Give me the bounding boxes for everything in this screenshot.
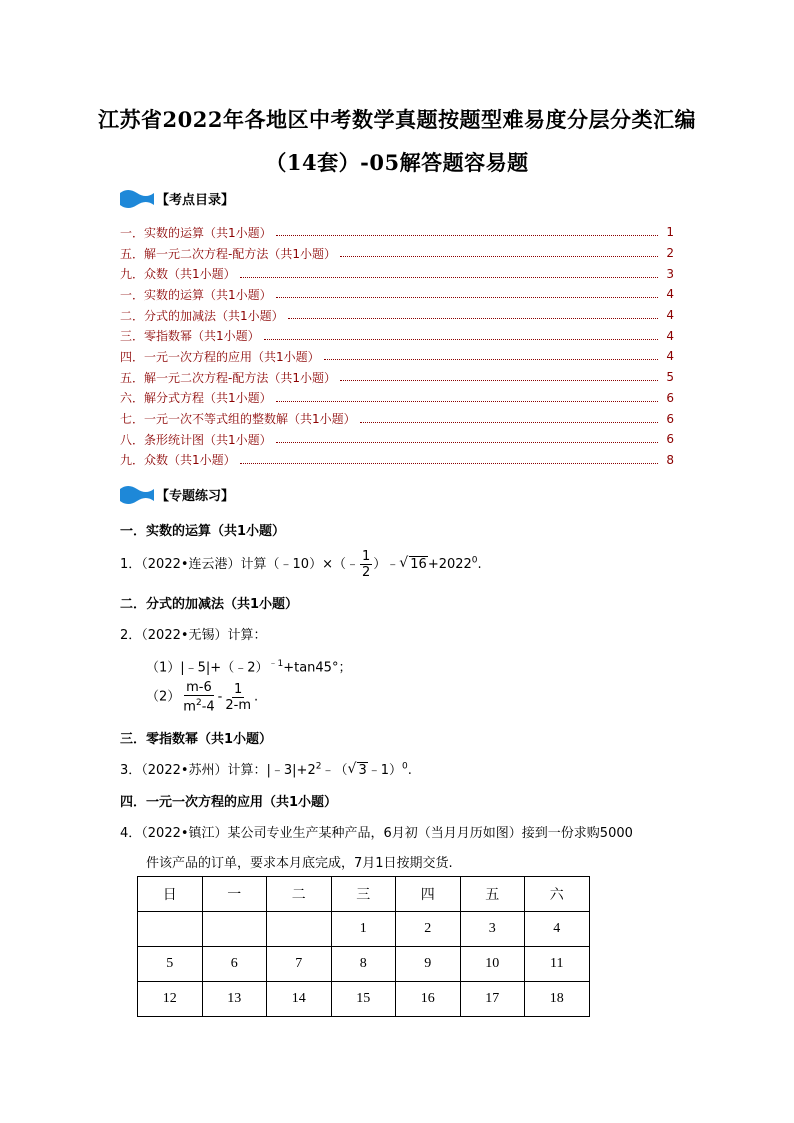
toc-item-label: 五．解一元二次方程-配方法（共1小题） — [120, 370, 336, 385]
calendar-weekday: 日 — [138, 877, 203, 912]
toc-item-label: 六．解分式方程（共1小题） — [120, 391, 272, 406]
toc-leader — [276, 296, 658, 298]
toc-item[interactable] — [120, 367, 674, 388]
calendar-weekday: 二 — [267, 877, 332, 912]
toc-item-label: 九．众数（共1小题） — [120, 267, 236, 282]
toc-page-number: 6 — [666, 411, 674, 426]
toc-page-number: 6 — [666, 432, 674, 447]
toc-item[interactable] — [120, 429, 674, 450]
q2-fraction-1: $\frac{m-6}{m^2-4}$ — [183, 680, 215, 715]
toc-page-number: 3 — [666, 266, 674, 281]
toc-item-label: 一．实数的运算（共1小题） — [120, 287, 272, 302]
calendar-day: 5 — [138, 947, 203, 982]
toc-leader — [288, 317, 658, 319]
toc-item-label: 九．众数（共1小题） — [120, 453, 236, 468]
q2-fraction-2: $\frac{1}{2-m}$ — [225, 681, 251, 713]
section-heading-4: 四．一元一次方程的应用（共1小题） — [120, 795, 338, 810]
toc-item[interactable] — [120, 243, 674, 264]
doc-title-line1: 江苏省2022年各地区中考数学真题按题型难易度分层分类汇编 — [98, 107, 696, 132]
calendar-day: 14 — [267, 982, 332, 1017]
toc-leader — [324, 358, 658, 360]
flag-icon — [120, 483, 154, 505]
calendar-weekday: 三 — [331, 877, 396, 912]
toc-item-label: 五．解一元二次方程-配方法（共1小题） — [120, 246, 336, 261]
toc-leader — [264, 338, 658, 340]
calendar-weekday: 六 — [525, 877, 590, 912]
toc-page-number: 4 — [666, 349, 674, 364]
section-heading-2: 二．分式的加减法（共1小题） — [120, 597, 299, 612]
toc-item[interactable] — [120, 325, 674, 346]
toc-leader — [340, 255, 658, 257]
section-heading-3: 三．零指数幂（共1小题） — [120, 732, 273, 747]
calendar-row — [138, 912, 590, 947]
toc-leader — [276, 234, 658, 236]
question-2-part1: （1）|﹣5|+（﹣2）$^{﹣1}$+tan45°； — [146, 659, 352, 676]
toc-item-label: 七．一元一次不等式组的整数解（共1小题） — [120, 412, 356, 427]
toc-heading: 【考点目录】 — [156, 192, 235, 208]
toc-page-number: 1 — [666, 225, 674, 240]
doc-title-line2: （14套）-05解答题容易题 — [265, 150, 529, 175]
toc-page-number: 6 — [666, 390, 674, 405]
toc-item-label: 一．实数的运算（共1小题） — [120, 225, 272, 240]
question-4-line1: 4．（2022•镇江）某公司专业生产某种产品，6月初（当月月历如图）接到一份求购5000 — [120, 826, 633, 841]
toc-item-label: 八．条形统计图（共1小题） — [120, 432, 272, 447]
flag-icon — [120, 187, 154, 209]
calendar-weekday: 五 — [460, 877, 525, 912]
toc-item[interactable] — [120, 388, 674, 409]
question-4-line2: 件该产品的订单，要求本月底完成，7月1日按期交货. — [146, 856, 453, 871]
table-of-contents — [120, 222, 674, 470]
q1-fraction: $\frac{1}{2}$ — [361, 549, 371, 580]
calendar-day: 10 — [460, 947, 525, 982]
calendar-day: 13 — [202, 982, 267, 1017]
calendar-day: 9 — [396, 947, 461, 982]
question-1: 1．（2022•连云港）计算（﹣10）×（﹣ $\frac{1}{2}$ ）﹣ √ $16+2022^0$. — [120, 549, 482, 580]
calendar-day — [267, 912, 332, 947]
toc-page-number: 2 — [666, 246, 674, 261]
toc-leader — [276, 400, 658, 402]
calendar-row — [138, 947, 590, 982]
practice-heading: 【专题练习】 — [156, 488, 235, 504]
calendar-day: 16 — [396, 982, 461, 1017]
calendar-day — [202, 912, 267, 947]
calendar-table — [137, 876, 590, 1017]
toc-leader — [240, 462, 658, 464]
toc-item[interactable] — [120, 222, 674, 243]
calendar-day: 12 — [138, 982, 203, 1017]
toc-item[interactable] — [120, 284, 674, 305]
toc-item-label: 二．分式的加减法（共1小题） — [120, 308, 284, 323]
toc-item[interactable] — [120, 263, 674, 284]
toc-item-label: 三．零指数幂（共1小题） — [120, 329, 260, 344]
calendar-day: 3 — [460, 912, 525, 947]
question-2-part2: （2） $\frac{m-6}{m^2-4}$ - $\frac{1}{2-m}$ . — [146, 680, 259, 715]
toc-item[interactable] — [120, 305, 674, 326]
q1-text: 1．（2022•连云港）计算（﹣10）×（﹣ — [120, 557, 359, 572]
q3-sqrt: √ 3 — [347, 761, 367, 778]
calendar-header-row — [138, 877, 590, 912]
toc-leader — [360, 421, 658, 423]
toc-page-number: 4 — [666, 328, 674, 343]
question-3: 3．（2022•苏州）计算：$|﹣3|+2^2﹣$（ √ 3﹣1）$^0$. — [120, 761, 412, 778]
toc-item[interactable] — [120, 346, 674, 367]
practice-badge — [120, 483, 234, 505]
calendar-day: 8 — [331, 947, 396, 982]
calendar-day: 2 — [396, 912, 461, 947]
toc-leader — [240, 276, 658, 278]
section-heading-1: 一．实数的运算（共1小题） — [120, 524, 286, 539]
calendar-day: 17 — [460, 982, 525, 1017]
calendar-day: 18 — [525, 982, 590, 1017]
calendar-day: 6 — [202, 947, 267, 982]
calendar-day: 4 — [525, 912, 590, 947]
calendar-day: 15 — [331, 982, 396, 1017]
toc-page-number: 5 — [666, 370, 674, 385]
calendar-day: 7 — [267, 947, 332, 982]
calendar-day: 11 — [525, 947, 590, 982]
calendar-weekday: 一 — [202, 877, 267, 912]
calendar-day — [138, 912, 203, 947]
toc-item-label: 四．一元一次方程的应用（共1小题） — [120, 349, 320, 364]
toc-badge — [120, 187, 234, 209]
toc-leader — [276, 441, 658, 443]
toc-item[interactable] — [120, 408, 674, 429]
toc-page-number: 8 — [666, 452, 674, 467]
calendar-weekday: 四 — [396, 877, 461, 912]
calendar-row — [138, 982, 590, 1017]
toc-page-number: 4 — [666, 308, 674, 323]
calendar-day: 1 — [331, 912, 396, 947]
toc-item[interactable] — [120, 450, 674, 471]
toc-page-number: 4 — [666, 287, 674, 302]
q1-sqrt: √ 16 — [399, 555, 427, 572]
question-2-intro: 2．（2022•无锡）计算： — [120, 628, 267, 643]
toc-leader — [340, 379, 658, 381]
